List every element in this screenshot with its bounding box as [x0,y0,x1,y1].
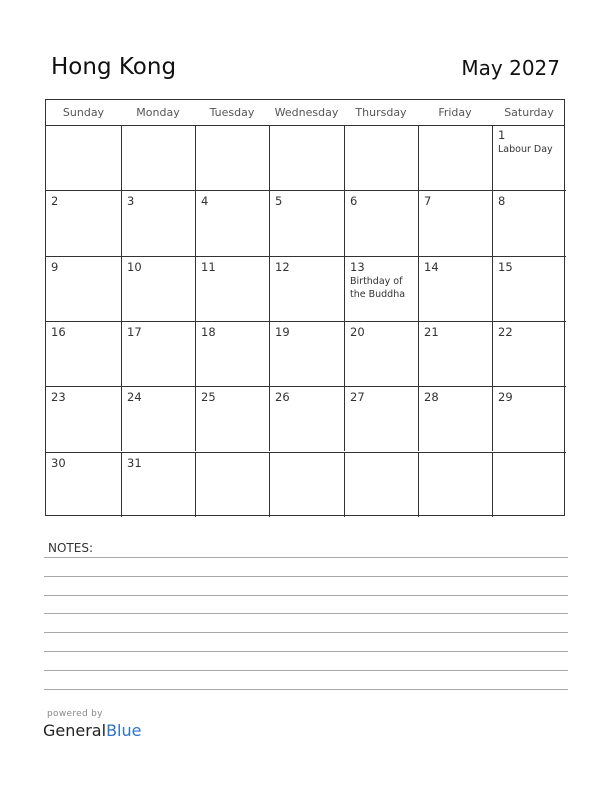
day-cell [46,125,121,190]
day-cell [46,386,121,451]
note-line [44,689,568,690]
day-cell [195,452,269,517]
day-number: 23 [51,390,66,405]
day-cell [269,321,344,386]
day-number: 1 [498,128,506,142]
day-cell [418,190,492,255]
day-number: 3 [127,194,135,209]
day-number: 30 [51,455,66,470]
day-number: 13 [350,259,365,274]
day-cell [492,452,566,517]
day-cell [46,256,121,321]
note-line [44,576,568,577]
day-number: 14 [424,259,439,274]
day-number: 31 [127,455,142,470]
holiday-label: Birthday of the Buddha [350,275,406,300]
brand-blue: Blue [106,721,142,740]
note-line [44,557,568,558]
day-cell [492,125,566,190]
day-cell [344,321,418,386]
day-cell [492,256,566,321]
day-number: 26 [275,390,290,405]
calendar-grid [45,99,565,516]
day-cell [121,321,195,386]
generalblue-logo[interactable] [43,721,141,740]
day-number: 24 [127,390,142,405]
day-number: 28 [424,390,439,405]
day-number: 7 [424,194,432,209]
day-cell [269,452,344,517]
day-number: 9 [51,259,59,274]
day-cell [344,452,418,517]
month-title: May 2027 [461,56,560,80]
day-number: 21 [424,324,439,339]
day-cell [121,256,195,321]
day-cell [269,256,344,321]
day-number: 25 [201,390,216,405]
country-title: Hong Kong [51,54,177,80]
day-cell [492,321,566,386]
day-number: 4 [201,194,209,209]
day-number: 27 [350,390,365,405]
day-number: 11 [201,259,216,274]
day-cell [195,256,269,321]
day-cell [195,321,269,386]
day-number: 19 [275,324,290,339]
note-line [44,632,568,633]
powered-by-text: powered by [47,709,103,719]
notes-label: NOTES: [48,541,93,555]
day-number: 2 [51,194,59,209]
day-cell [344,190,418,255]
day-number: 29 [498,390,513,405]
brand-general: General [43,721,107,740]
day-cell [344,256,418,321]
day-cell [269,125,344,190]
day-cell [418,386,492,451]
day-cell [121,386,195,451]
day-cell [344,386,418,451]
day-number: 15 [498,259,513,274]
note-line [44,670,568,671]
day-number: 16 [51,324,66,339]
day-cell [121,452,195,517]
weekday-wednesday: Wednesday [274,106,339,119]
day-cell [418,452,492,517]
weekday-thursday: Thursday [355,106,407,119]
day-number: 6 [350,194,358,209]
day-number: 12 [275,259,290,274]
day-number: 10 [127,259,142,274]
day-cell [492,386,566,451]
day-cell [344,125,418,190]
day-cell [269,386,344,451]
weekday-friday: Friday [438,106,472,119]
weekday-sunday: Sunday [62,106,105,119]
day-number: 18 [201,324,216,339]
day-cell [195,190,269,255]
note-line [44,595,568,596]
weekday-header-row [46,100,564,126]
day-cell [195,386,269,451]
day-number: 8 [498,194,506,209]
day-cell [418,321,492,386]
day-cell [46,452,121,517]
day-cell [121,125,195,190]
day-cell [195,125,269,190]
day-cell [418,125,492,190]
day-cell [121,190,195,255]
day-number: 20 [350,324,365,339]
weekday-saturday: Saturday [504,106,554,119]
day-cell [46,190,121,255]
weekday-monday: Monday [136,106,180,119]
day-number: 22 [498,324,513,339]
day-number: 5 [275,194,283,209]
note-line [44,613,568,614]
holiday-label: Labour Day [498,144,553,155]
day-cell [418,256,492,321]
day-number: 17 [127,324,142,339]
day-cell [269,190,344,255]
weekday-tuesday: Tuesday [209,106,255,119]
day-cell [46,321,121,386]
note-line [44,651,568,652]
day-cell [492,190,566,255]
